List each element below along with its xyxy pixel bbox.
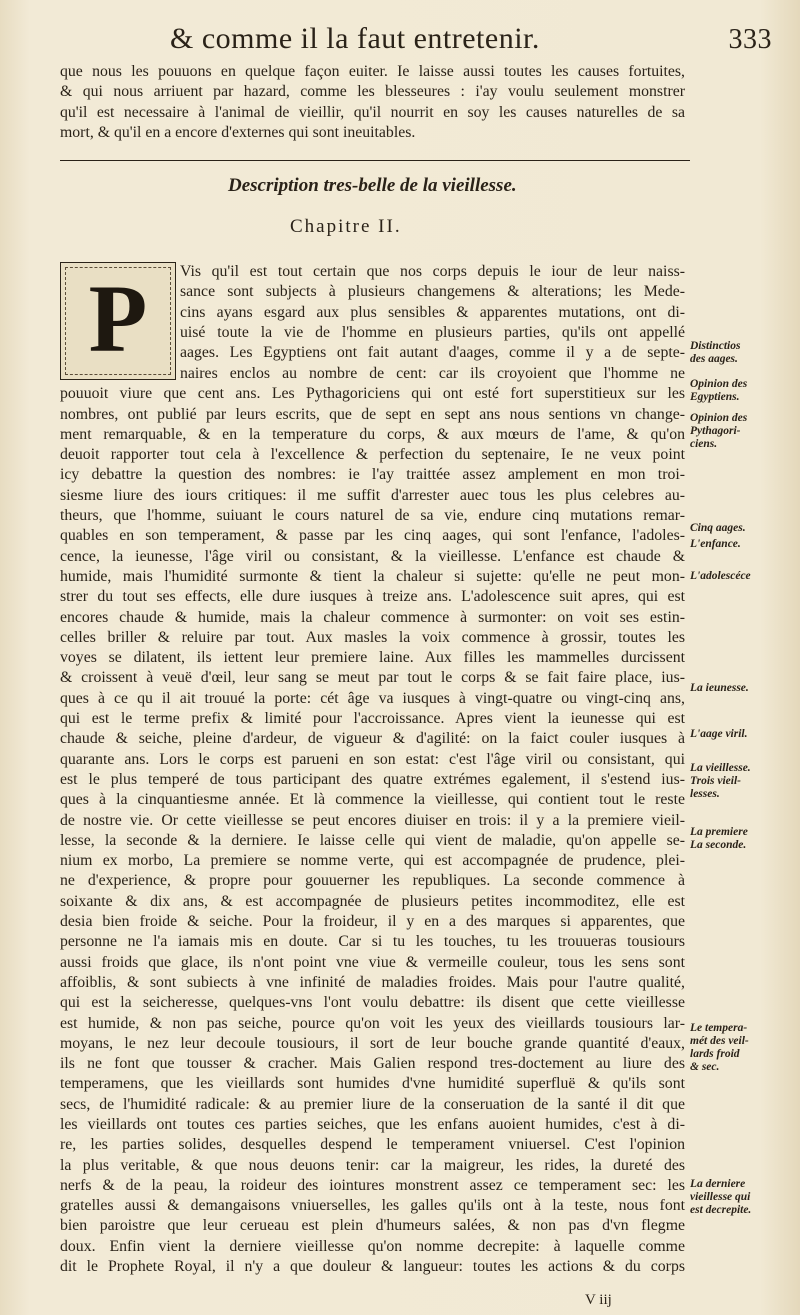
text-line: voyes se dilatent, ils iettent leur premiere laine. Aux filles les mammelles durcissent bbox=[60, 649, 685, 667]
text-line: nium ex morbo, La premiere se nomme verte, qui est accompagnée de prudence, plei- bbox=[60, 852, 685, 870]
text-line: soixante & dix ans, & est accompagnée de plusieurs petites incommoditez, elle est bbox=[60, 892, 685, 910]
margin-note-line: La vieillesse. bbox=[690, 762, 751, 774]
text-line: doux. Enfin vient la derniere vieillesse qu'on nomme decrepite: à laquelle comme bbox=[60, 1237, 685, 1255]
text-line: cence, la ieunesse, l'âge viril ou consistant, & la vieillesse. L'enfance est chaude & bbox=[60, 547, 685, 565]
section-subtitle: Description tres-belle de la vieillesse. bbox=[228, 175, 517, 196]
text-line: de nostre vie. Or cette vieillesse se peut encores diuiser en trois: il y a la premiere vieil- bbox=[60, 811, 685, 829]
margin-note-line: lards froid bbox=[690, 1048, 740, 1060]
margin-note-line: L'enfance. bbox=[690, 538, 741, 550]
margin-note-line: La premiere bbox=[690, 826, 748, 838]
margin-note bbox=[690, 522, 790, 535]
text-line: gratelles aussi & demangaisons vniuerselles, les galles qu'ils ont à la teste, nous font bbox=[60, 1197, 685, 1215]
text-line: uisé toute la vie de l'homme en plusieurs parties, qu'ils ont appellé bbox=[180, 323, 685, 341]
text-line: nombres, ont publié par leurs escrits, que de sept en sept ans nous sentions vn change- bbox=[60, 405, 685, 423]
text-line: qui est le terme prefix & limité pour l'accroissance. Apres vient la ieunesse qui est bbox=[60, 710, 685, 728]
margin-note-line: est decrepite. bbox=[690, 1204, 752, 1216]
top-paragraph bbox=[60, 62, 685, 143]
margin-note-line: Opinion des bbox=[690, 378, 748, 390]
text-line: humide, mais l'humidité surmonte & tient la chaleur si sujette: qu'elle ne peut mon- bbox=[60, 567, 685, 585]
margin-note bbox=[690, 682, 790, 695]
text-line: temperamens, que les vieillards sont humides d'vne humidité superfluë & qu'ils sont bbox=[60, 1075, 685, 1093]
margin-note-line: Opinion des bbox=[690, 412, 748, 424]
text-line: quables en son temperament, & passe par les cinq aages, qui sont l'enfance, l'adoles- bbox=[60, 527, 685, 545]
margin-note bbox=[690, 826, 790, 852]
text-line: icy debattre la question des nombres: ie l'ay traittée assez amplement en mon troi- bbox=[60, 466, 685, 484]
text-line: & croissent à veuë d'œil, leur sang se meut par tout le corps & se fait faire place, ius- bbox=[60, 669, 685, 687]
text-line: bien paroistre que leur cerueau est plein d'humeurs salées, & non pas d'vn flegme bbox=[60, 1217, 685, 1235]
text-line: encores chaude & humide, mais la chaleur commence à surmonter: on voit ses estin- bbox=[60, 608, 685, 626]
margin-note-line: & sec. bbox=[690, 1061, 720, 1073]
text-line: quarante ans. Lors le corps est parueni en son estat: c'est l'âge viril ou consistant, qui bbox=[60, 750, 685, 768]
margin-note bbox=[690, 1022, 790, 1074]
text-line: personne ne l'a iamais mis en doute. Car si tu les touches, tu les trouueras tousiours bbox=[60, 933, 685, 951]
text-line: mort, & qu'il en a encore d'externes qui sont ineuitables. bbox=[60, 123, 416, 141]
text-line: nerfs & de la peau, la roideur des iointures monstrent assez ce temperament sec: les bbox=[60, 1176, 685, 1194]
text-line: theurs, que l'homme, suiuant le cours naturel de sa vie, endure cinq mutations remar- bbox=[60, 507, 685, 525]
text-line: ils ne font que tousser & cracher. Mais Galien respond tres-doctement au liure des bbox=[60, 1055, 685, 1073]
margin-note-line: Le tempera- bbox=[690, 1022, 748, 1034]
drop-cap-letter: P bbox=[88, 265, 148, 372]
text-line: chaude & seiche, pleine d'ardeur, de vigueur & d'agilité: on la faict couler iusques à bbox=[60, 730, 685, 748]
section-rule bbox=[60, 160, 690, 161]
text-line: secs, de l'humidité radicale: & au premier liure de la conseruation de la santé il dit que bbox=[60, 1095, 685, 1113]
running-head-text: & comme il la faut entretenir. bbox=[170, 22, 540, 55]
margin-note-line: mét des veil- bbox=[690, 1035, 749, 1047]
margin-note-line: Pythagori- bbox=[690, 425, 741, 437]
margin-note-line: ciens. bbox=[690, 438, 718, 450]
text-line: pouuoit viure que cent ans. Les Pythagoriciens qui ont esté fort superstitieux sur les bbox=[60, 385, 685, 403]
body-text bbox=[60, 364, 685, 1277]
margin-note bbox=[690, 1178, 790, 1217]
text-line: deuoit rapporter tout cela à l'excellence & perfection du septenaire, Ie ne veux point bbox=[60, 446, 685, 464]
text-line: strer du tout ses effects, elle dure iusques à treize ans. L'adolescence suit apres, qui est bbox=[60, 588, 685, 606]
running-head bbox=[170, 22, 772, 64]
text-line: re, les parties solides, desquelles despend le temperament vniuersel. C'est l'opinion bbox=[60, 1136, 685, 1154]
text-line: qu'il est necessaire à l'animal de vieillir, qu'il nourrit en soy les causes naturelles de sa bbox=[60, 103, 685, 121]
text-line: les vieillards ont toutes ces parties seiches, que les enfans auoient humides, c'est à di- bbox=[60, 1115, 685, 1133]
margin-note-line: La ieunesse. bbox=[690, 682, 749, 694]
text-line: siesme liure des iours critiques: il me suffit d'arrester auec tous les plus celebres au- bbox=[60, 486, 685, 504]
text-line: ne d'experience, & propre pour gouuerner les republiques. La seconde commence à bbox=[60, 872, 685, 890]
margin-note-line: vieillesse qui bbox=[690, 1191, 751, 1203]
margin-note-line: Cinq aages. bbox=[690, 522, 746, 534]
text-line: affoiblis, & sont subiects à vne infinité de maladies froides. Mais pour l'autre qualité, bbox=[60, 973, 685, 991]
drop-cap-ornament bbox=[60, 262, 176, 380]
margin-note bbox=[690, 340, 790, 366]
margin-note-line: La derniere bbox=[690, 1178, 746, 1190]
chapter-heading: Chapitre II. bbox=[290, 216, 402, 237]
text-line: Vis qu'il est tout certain que nos corps depuis le iour de leur naiss- bbox=[180, 263, 685, 280]
margin-note bbox=[690, 378, 790, 404]
margin-note bbox=[690, 538, 790, 551]
margin-note bbox=[690, 762, 790, 801]
text-line: celles briller & reluire par tout. Aux masles la voix commence à grossir, toutes les bbox=[60, 628, 685, 646]
page-number: 333 bbox=[728, 24, 772, 55]
margin-note-line: lesses. bbox=[690, 788, 720, 800]
text-line: & qui nous arriuent par hazard, comme les blesseures : i'ay voulu seulement monstrer bbox=[60, 83, 685, 101]
text-line: est le plus temperé de tous participant des quatre extrémes egalement, il s'estend ius- bbox=[60, 770, 685, 788]
margin-note bbox=[690, 570, 790, 583]
margin-note-line: Egyptiens. bbox=[690, 391, 740, 403]
text-line: lesse, la seconde & la derniere. Ie laisse celle qui vient de maladie, qu'on appelle se- bbox=[60, 831, 685, 849]
text-line: cins ayans esgard aux plus sensibles & apparentes mutations, ont di- bbox=[180, 303, 685, 321]
text-line: naires enclos au nombre de cent: car ils croyoient que l'homme ne bbox=[180, 365, 685, 382]
margin-note-line: L'adolescéce bbox=[690, 570, 751, 582]
text-line: la plus veritable, & que nous deuons tenir: car la maigreur, les rides, la dureté des bbox=[60, 1156, 685, 1174]
margin-note-line: Trois vieil- bbox=[690, 775, 741, 787]
text-line: qui est la seicheresse, quelques-vns l'ont voulu debattre: ils disent que cette vieillesse bbox=[60, 994, 685, 1012]
text-line: ment remarquable, & en la temperature du corps, & aux mœurs de l'ame, & qu'on bbox=[60, 425, 685, 443]
text-line: ques à la cinquantiesme année. Et là commence la vieillesse, qui contient tout le reste bbox=[60, 791, 685, 809]
text-line: desia bien froide & seiche. Pour la froideur, il y en a des marques si apparentes, que bbox=[60, 913, 685, 931]
text-line: ques à ce qu il ait trouué la porte: cét âge va iusques à vingt-quatre ou vingt-cinq ans, bbox=[60, 689, 685, 707]
text-line: est humide, & non pas seiche, pource qu'on voit les yeux des vieillards tousiours lar- bbox=[60, 1014, 685, 1032]
margin-note-line: Distinctios bbox=[690, 340, 741, 352]
text-line: dit le Prophete Royal, il n'y a que douleur & langueur: toutes les actions & du corps bbox=[60, 1258, 685, 1276]
text-line: que nous les pouuons en quelque façon euiter. Ie laisse aussi toutes les causes fortuites, bbox=[60, 63, 685, 80]
text-line: sance sont subjects à plusieurs changemens & alterations; les Mede- bbox=[180, 283, 685, 301]
margin-note bbox=[690, 728, 790, 741]
text-line: aages. Les Egyptiens ont fait autant d'aages, comme il y a de septe- bbox=[180, 344, 685, 362]
signature-mark: V iij bbox=[585, 1292, 612, 1308]
margin-note-line: La seconde. bbox=[690, 839, 747, 851]
margin-note-line: L'aage viril. bbox=[690, 728, 748, 740]
margin-note bbox=[690, 412, 790, 451]
text-line: aussi froids que glace, ils n'ont point vne viue & vermeille couleur, tous les sens sont bbox=[60, 953, 685, 971]
margin-note-line: des aages. bbox=[690, 353, 738, 365]
indented-lines bbox=[180, 262, 685, 363]
text-line: moyans, le nez leur decoule tousiours, il sort de leur bouche grande quantité d'eaux, bbox=[60, 1034, 685, 1052]
